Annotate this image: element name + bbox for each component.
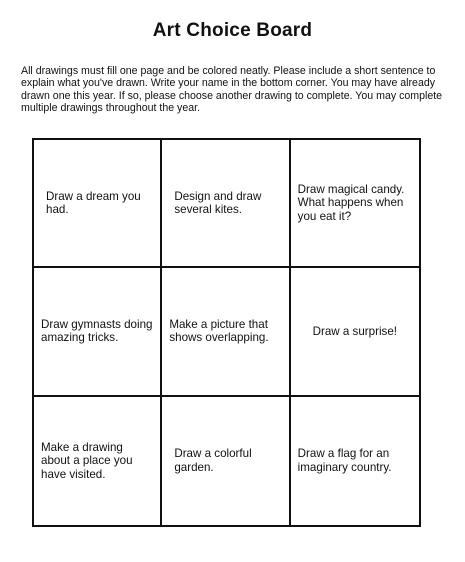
board-cell-dream[interactable] [34, 140, 162, 268]
board-cell-place-visited[interactable] [34, 397, 162, 525]
board-cell-text: Make a picture that shows overlapping. [169, 317, 269, 345]
board-cell-text: Draw a flag for an imaginary country. [297, 447, 392, 474]
board-cell-text: Make a drawing about a place you have visited. [41, 440, 133, 481]
instructions-paragraph: All drawings must fill one page and be colored neatly. Please include a short sentence to explain what you've drawn. Write your name in the bottom corner. You may have already drawn one this year. If so, please choose another drawing to complete. You may complete multiple drawings throughout the year. [21, 65, 443, 114]
board-cell-kites[interactable] [162, 140, 290, 268]
board-cell-candy[interactable] [291, 140, 419, 268]
choice-board-grid [32, 138, 421, 527]
board-cell-flag[interactable] [291, 397, 419, 525]
board-cell-text: Draw gymnasts doing amazing tricks. [41, 317, 153, 345]
board-cell-garden[interactable] [162, 397, 290, 525]
board-cell-text: Draw magical candy. What happens when you eat it? [297, 182, 405, 223]
board-cell-text: Draw a surprise! [312, 324, 398, 338]
board-cell-text: Draw a colorful garden. [174, 447, 252, 474]
board-cell-overlapping[interactable] [162, 268, 290, 396]
board-cell-text: Design and draw several kites. [174, 189, 262, 217]
board-cell-surprise[interactable] [291, 268, 419, 396]
board-cell-gymnasts[interactable] [34, 268, 162, 396]
page-title: Art Choice Board [152, 20, 313, 41]
board-cell-text: Draw a dream you had. [46, 189, 141, 217]
